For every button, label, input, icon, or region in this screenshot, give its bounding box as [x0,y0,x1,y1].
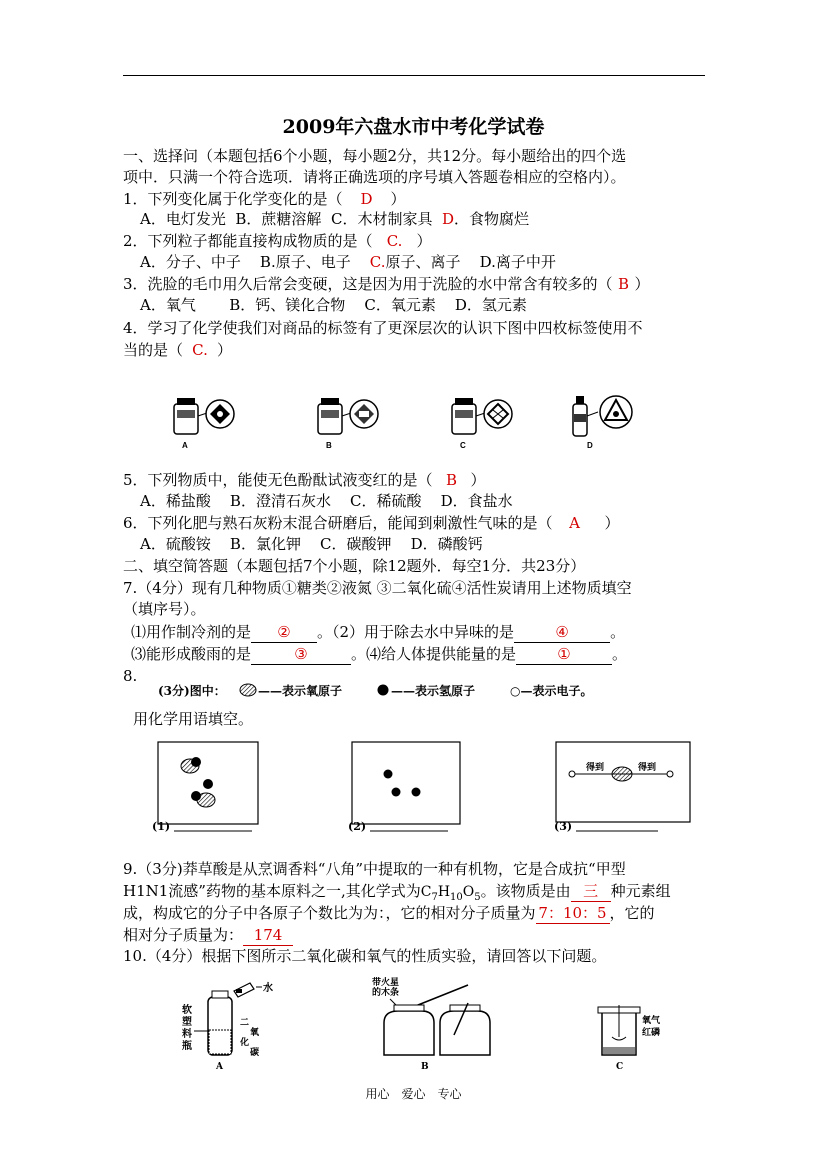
q1-options: A．电灯发光 B．蔗糖溶解 C．木材制家具 D．食物腐烂 [140,210,530,228]
q9-formula: $C_7H_{10}O_5$ [420,884,481,903]
q9-answer-3: 174 [243,925,293,946]
q2-stem: 2．下列粒子都能直接构成物质的是（ C. ） [123,232,432,250]
svg-text:碳: 碳 [250,1048,260,1058]
hydrogen-atom-icon [191,757,201,767]
svg-text:软: 软 [182,1005,192,1016]
q4-stem-line1: 4．学习了化学使我们对商品的标签有了更深层次的认识下图中四枚标签使用不 [123,319,643,337]
q10-a-water: 水 [263,983,273,994]
q8-gain-left: 得到 [586,763,605,773]
q7-stem-line2: （填序号）。 [123,600,206,618]
q4-label-c: C [460,441,466,450]
top-rule [123,75,705,76]
q10-figure-a [182,981,273,1072]
q2-options: A．分子、中子 B.原子、电子 C.原子、离子 D.离子中开 [140,253,556,271]
section1-header-line1: 一、选择问（本题包括6个小题，每小题2分，共12分。每小题给出的四个选 [123,147,627,165]
q10-b-label: B [421,1062,429,1072]
q5-answer: B [446,471,458,489]
q7-blank-2: ④ [514,622,610,643]
svg-text:二: 二 [240,1018,250,1028]
q8-legend-oxygen: ——表示氧原子 [258,684,343,698]
q4-label-a: A [182,441,188,450]
q9-line4: 相对分子质量为： 174 [123,925,293,946]
q10-experiment-figures [178,975,668,1073]
svg-text:塑: 塑 [182,1017,192,1028]
oxygen-atom-icon [240,684,256,696]
page-footer: 用心 爱心 专心 [365,1087,462,1101]
q4-stem-line2: 当的是（ C. ） [123,341,233,359]
oxygen-atom-icon [197,793,215,807]
hydrogen-atom-icon [378,685,389,696]
q9-answer-1: 三 [571,881,611,902]
q9-answer-2: 7：10：5 [536,903,610,924]
q10-c-label: C [616,1062,624,1072]
electron-icon [569,771,575,777]
q3-options: A．氧气 B．钙、镁化合物 C．氧元素 D．氢元素 [140,296,527,314]
electron-icon [667,771,673,777]
svg-text:氧: 氧 [250,1028,260,1038]
svg-text:红磷: 红磷 [642,1028,661,1038]
q8-box-label-2: (2) [348,820,367,833]
q6-stem: 6．下列化肥与熟石灰粉末混合研磨后，能闻到刺激性气味的是（ A ） [123,514,620,532]
q4-label-b: B [326,441,332,450]
q7-blank-1: ② [251,622,317,643]
q7-blanks-2: ⑶能形成酸雨的是 ③ 。⑷给人体提供能量的是 ① 。 [131,645,628,663]
hydrogen-atom-icon [203,779,213,789]
q8-gain-right: 得到 [638,763,657,773]
hydrogen-atom-icon [392,788,401,797]
q8-box-label-3: (3) [554,820,573,833]
q8-legend-electron: ○—表示电子。 [510,684,593,698]
hydrogen-atom-icon [412,788,421,797]
q3-answer: B [618,275,630,293]
q5-stem: 5．下列物质中，能使无色酚酞试液变红的是（ B ） [123,471,486,489]
q4-figure-b [318,398,378,434]
q10-figure-b [372,976,490,1072]
q7-blanks-1: ⑴用作制冷剂的是 ② 。（2）用于除去水中异味的是 ④ 。 [131,623,626,641]
svg-text:化: 化 [240,1038,250,1048]
q1-answer: D [360,190,373,208]
q4-figure-c [452,398,512,434]
svg-text:带火星: 带火星 [372,978,400,988]
oxygen-atom-icon [612,767,632,781]
q5-options: A．稀盐酸 B．澄清石灰水 C．稀硫酸 D．食盐水 [140,492,513,510]
q4-figure-a [174,398,234,434]
q8-legend [158,680,618,702]
svg-text:氧气: 氧气 [642,1016,661,1026]
q8-instruction: 用化学用语填空。 [133,710,254,728]
q8-number: 8. [123,667,138,685]
q7-stem-line1: 7.（4分）现有几种物质①糖类②液氮 ③二氧化硫④活性炭请用上述物质填空 [123,579,632,597]
svg-text:料: 料 [182,1029,192,1040]
q6-answer: A [569,514,580,532]
section2-header: 二、填空简答题（本题包括7个小题，除12题外．每空1分．共23分） [123,557,586,575]
q4-label-figures [168,382,648,454]
q4-figure-d [573,396,632,436]
page-title: 2009年六盘水市中考化学试卷 [282,116,545,138]
q8-legend-prefix: (3分)图中： [158,684,226,698]
q3-stem: 3．洗脸的毛巾用久后常会变硬，这是因为用于洗脸的水中常含有较多的（ B ） [123,275,650,293]
q1-stem: 1．下列变化属于化学变化的是（ D ） [123,190,406,208]
q9-line3: 成，构成它的分子中各原子个数比为为：，它的相对分子质量为 7：10：5 ，它的 [123,904,655,922]
q8-box-label-1: (1) [152,820,171,833]
svg-text:瓶: 瓶 [182,1041,192,1052]
q4-answer: C. [192,341,208,359]
svg-text:的木条: 的木条 [372,988,400,998]
q8-box-2 [352,742,460,824]
q2-answer: C. [386,232,403,250]
q10-figure-c [598,1005,661,1072]
q8-legend-hydrogen: ——表示氢原子 [391,684,476,698]
hydrogen-atom-icon [384,770,393,779]
q6-options: A．硫酸铵 B．氯化钾 C．碳酸钾 D．磷酸钙 [140,535,483,553]
q7-blank-4: ① [516,644,612,665]
q10-a-label: A [216,1062,223,1072]
q8-diagrams [148,738,708,840]
q4-label-d: D [587,441,593,450]
section1-header-line2: 项中．只满一个符合选项．请将正确选项的序号填入答题卷相应的空格内）。 [123,168,626,186]
q9-line1: 9.（3分)莽草酸是从烹调香料“八角”中提取的一种有机物，它是合成抗“甲型 [123,860,626,878]
q10-stem: 10.（4分）根据下图所示二氧化碳和氧气的性质实验，请回答以下问题。 [123,947,607,965]
q8-box-3 [556,742,690,822]
q7-blank-3: ③ [251,644,351,665]
q9-line2: H1N1流感”药物的基本原料之一,其化学式为$C_7H_{10}O_5$。该物质是由 三 种元素组 [123,882,671,903]
